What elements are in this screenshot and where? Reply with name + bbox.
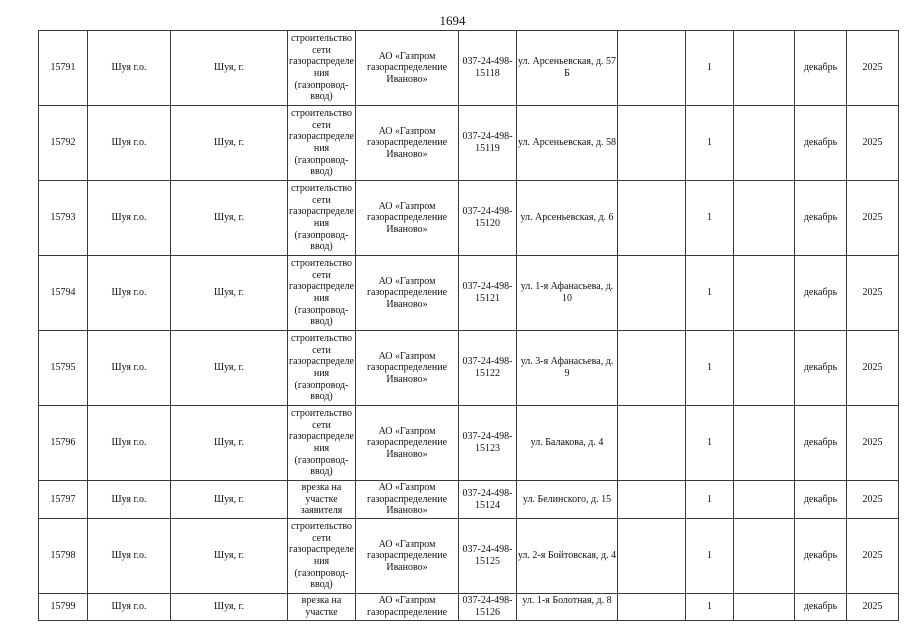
empty-cell	[734, 406, 795, 481]
empty-cell	[618, 331, 686, 406]
quantity-cell: 1	[686, 481, 734, 519]
quantity-cell: 1	[686, 256, 734, 331]
month-cell: декабрь	[795, 181, 847, 256]
year-cell: 2025	[847, 31, 899, 106]
month-cell: декабрь	[795, 331, 847, 406]
quantity-cell: 1	[686, 106, 734, 181]
organization-cell: АО «Газпром газораспределение Иваново»	[356, 481, 459, 519]
year-cell: 2025	[847, 256, 899, 331]
code-cell: 037-24-498-15123	[459, 406, 517, 481]
work-type-cell	[288, 594, 356, 621]
organization-cell: АО «Газпром газораспределение Иваново»	[356, 181, 459, 256]
locality-cell: Шуя, г.	[171, 519, 288, 594]
code-cell: 037-24-498-15119	[459, 106, 517, 181]
month-cell: декабрь	[795, 594, 847, 621]
work-type-cell: строительство сети газораспределения (газопровод-ввод)	[288, 406, 356, 481]
address-cell	[517, 594, 618, 621]
organization-text: АО «Газпром газораспределение	[366, 595, 448, 618]
work-type-cell: строительство сети газораспределения (газопровод-ввод)	[288, 519, 356, 594]
district-cell: Шуя г.о.	[88, 519, 171, 594]
empty-cell	[734, 519, 795, 594]
work-type-cell: врезка на участке заявителя	[288, 481, 356, 519]
empty-cell	[734, 594, 795, 621]
quantity-cell: 1	[686, 519, 734, 594]
record-number-cell: 15794	[39, 256, 88, 331]
month-cell: декабрь	[795, 406, 847, 481]
district-cell: Шуя г.о.	[88, 31, 171, 106]
year-cell: 2025	[847, 481, 899, 519]
district-cell: Шуя г.о.	[88, 481, 171, 519]
table-row	[39, 519, 899, 594]
district-cell: Шуя г.о.	[88, 256, 171, 331]
table-row	[39, 106, 899, 181]
locality-cell: Шуя, г.	[171, 594, 288, 621]
quantity-cell: 1	[686, 594, 734, 621]
locality-cell: Шуя, г.	[171, 331, 288, 406]
empty-cell	[618, 406, 686, 481]
work-type-cell: строительство сети газораспределения (газопровод-ввод)	[288, 31, 356, 106]
quantity-cell: 1	[686, 406, 734, 481]
empty-cell	[618, 181, 686, 256]
organization-cell: АО «Газпром газораспределение Иваново»	[356, 406, 459, 481]
organization-cell: АО «Газпром газораспределение Иваново»	[356, 331, 459, 406]
record-number-cell: 15797	[39, 481, 88, 519]
district-cell: Шуя г.о.	[88, 594, 171, 621]
empty-cell	[734, 481, 795, 519]
table-row	[39, 181, 899, 256]
empty-cell	[618, 31, 686, 106]
empty-cell	[734, 181, 795, 256]
work-type-cell: строительство сети газораспределения (газопровод-ввод)	[288, 106, 356, 181]
page-number: 1694	[439, 13, 466, 28]
locality-cell: Шуя, г.	[171, 481, 288, 519]
organization-cell: АО «Газпром газораспределение Иваново»	[356, 106, 459, 181]
month-cell: декабрь	[795, 481, 847, 519]
month-cell: декабрь	[795, 256, 847, 331]
locality-cell: Шуя, г.	[171, 106, 288, 181]
address-cell: ул. 3-я Афанасьева, д. 9	[517, 331, 618, 406]
table-row	[39, 331, 899, 406]
organization-cell: АО «Газпром газораспределение Иваново»	[356, 256, 459, 331]
district-cell: Шуя г.о.	[88, 331, 171, 406]
address-cell: ул. Арсеньевская, д. 58	[517, 106, 618, 181]
year-cell: 2025	[847, 181, 899, 256]
locality-cell: Шуя, г.	[171, 406, 288, 481]
month-cell: декабрь	[795, 519, 847, 594]
empty-cell	[734, 256, 795, 331]
table-row	[39, 256, 899, 331]
year-cell: 2025	[847, 594, 899, 621]
record-number-cell: 15791	[39, 31, 88, 106]
address-cell: ул. 1-я Афанасьева, д. 10	[517, 256, 618, 331]
year-cell: 2025	[847, 106, 899, 181]
work-type-cell: строительство сети газораспределения (газопровод-ввод)	[288, 331, 356, 406]
gas-connection-registry-table	[38, 30, 899, 621]
record-number-cell: 15795	[39, 331, 88, 406]
code-cell: 037-24-498-15122	[459, 331, 517, 406]
year-cell: 2025	[847, 406, 899, 481]
empty-cell	[734, 31, 795, 106]
table-row	[39, 406, 899, 481]
record-number-cell: 15799	[39, 594, 88, 621]
code-cell: 037-24-498-15125	[459, 519, 517, 594]
locality-cell: Шуя, г.	[171, 31, 288, 106]
table-row	[39, 31, 899, 106]
empty-cell	[734, 106, 795, 181]
address-cell: ул. Арсеньевская, д. 6	[517, 181, 618, 256]
year-cell: 2025	[847, 331, 899, 406]
quantity-cell: 1	[686, 331, 734, 406]
address-cell: ул. Белинского, д. 15	[517, 481, 618, 519]
address-cell: ул. Арсеньевская, д. 57 Б	[517, 31, 618, 106]
empty-cell	[618, 519, 686, 594]
empty-cell	[734, 331, 795, 406]
district-cell: Шуя г.о.	[88, 406, 171, 481]
empty-cell	[618, 594, 686, 621]
empty-cell	[618, 106, 686, 181]
address-cell: ул. 2-я Бойтовская, д. 4	[517, 519, 618, 594]
code-cell: 037-24-498-15118	[459, 31, 517, 106]
empty-cell	[618, 256, 686, 331]
year-cell: 2025	[847, 519, 899, 594]
record-number-cell: 15796	[39, 406, 88, 481]
address-cell: ул. Балакова, д. 4	[517, 406, 618, 481]
code-text: 037-24-498-15126	[462, 595, 513, 618]
empty-cell	[618, 481, 686, 519]
record-number-cell: 15798	[39, 519, 88, 594]
locality-cell: Шуя, г.	[171, 256, 288, 331]
organization-cell: АО «Газпром газораспределение Иваново»	[356, 519, 459, 594]
code-cell	[459, 594, 517, 621]
locality-cell: Шуя, г.	[171, 181, 288, 256]
month-cell: декабрь	[795, 106, 847, 181]
work-type-cell: строительство сети газораспределения (газопровод-ввод)	[288, 181, 356, 256]
district-cell: Шуя г.о.	[88, 181, 171, 256]
code-cell: 037-24-498-15124	[459, 481, 517, 519]
table-row	[39, 594, 899, 621]
address-text: ул. 1-я Болотная, д. 8	[522, 595, 612, 606]
quantity-cell: 1	[686, 181, 734, 256]
quantity-cell: 1	[686, 31, 734, 106]
organization-cell: АО «Газпром газораспределение Иваново»	[356, 31, 459, 106]
code-cell: 037-24-498-15120	[459, 181, 517, 256]
organization-cell	[356, 594, 459, 621]
table-row	[39, 481, 899, 519]
month-cell: декабрь	[795, 31, 847, 106]
work-type-text: врезка на участке	[301, 595, 342, 618]
record-number-cell: 15793	[39, 181, 88, 256]
record-number-cell: 15792	[39, 106, 88, 181]
work-type-cell: строительство сети газораспределения (газопровод-ввод)	[288, 256, 356, 331]
code-cell: 037-24-498-15121	[459, 256, 517, 331]
district-cell: Шуя г.о.	[88, 106, 171, 181]
